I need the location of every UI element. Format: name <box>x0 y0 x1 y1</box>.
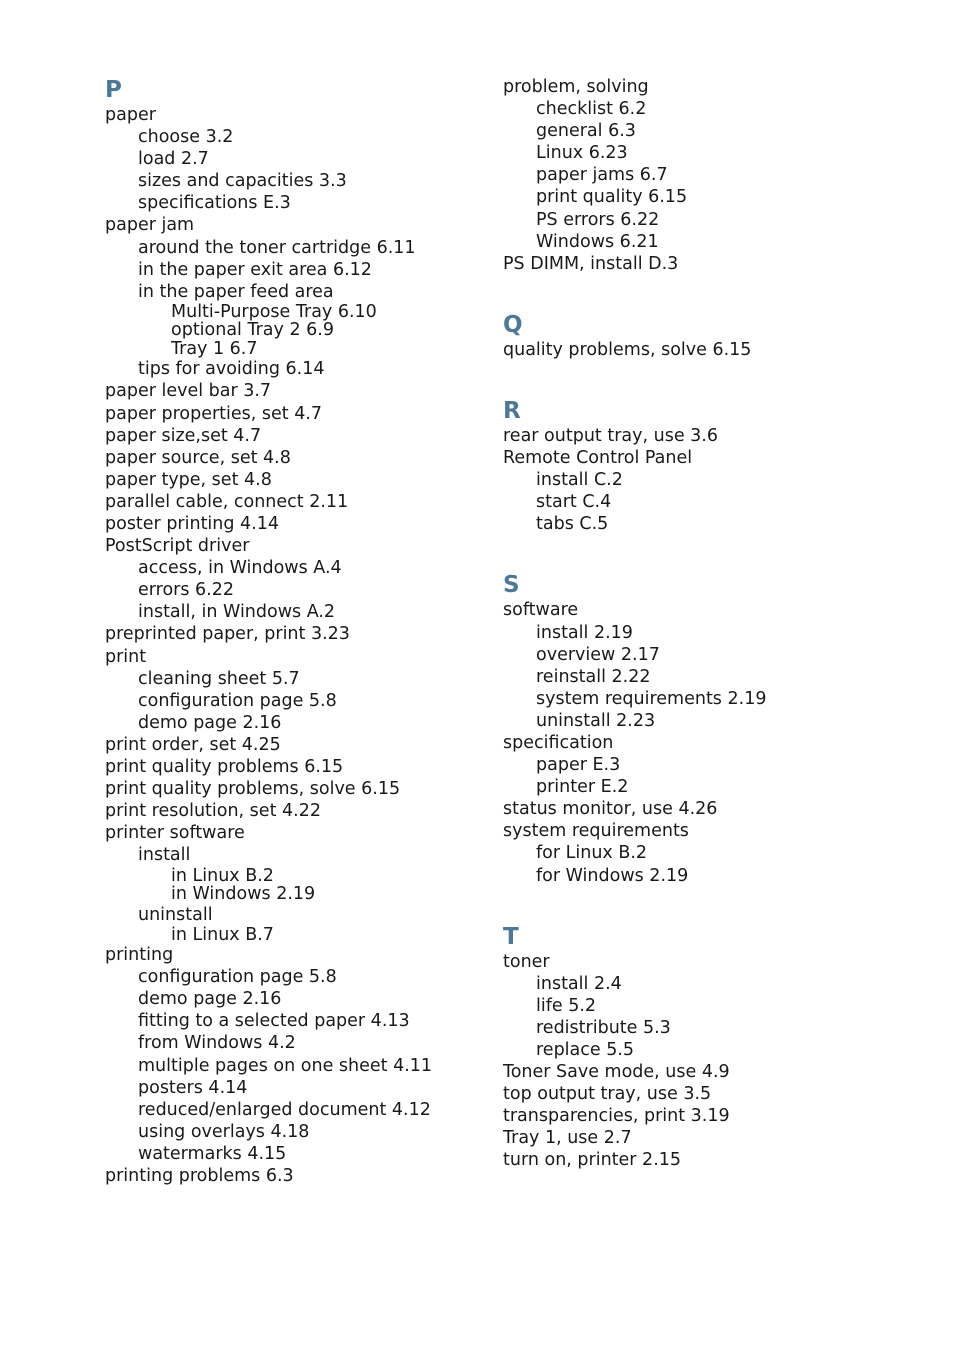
index-subentry: demo page 2.16 <box>138 712 282 733</box>
index-subentry: paper E.3 <box>536 755 621 776</box>
index-entry: transparencies, print 3.19 <box>503 1106 730 1127</box>
index-entry: paper source, set 4.8 <box>105 447 291 468</box>
index-subentry: configuration page 5.8 <box>138 967 337 988</box>
index-subsubentry: optional Tray 2 6.9 <box>171 320 334 341</box>
index-subsubentry: in Linux B.2 <box>171 865 274 886</box>
index-subentry: errors 6.22 <box>138 580 235 601</box>
index-entry: Remote Control Panel <box>503 448 693 469</box>
index-subentry: system requirements 2.19 <box>536 688 767 709</box>
index-entry: print quality problems, solve 6.15 <box>105 779 401 800</box>
section-letter-heading: R <box>503 397 521 424</box>
index-entry: paper properties, set 4.7 <box>105 403 323 424</box>
index-subentry: uninstall <box>138 904 213 925</box>
index-subentry: specifications E.3 <box>138 193 291 214</box>
index-entry: quality problems, solve 6.15 <box>503 339 752 360</box>
index-subentry: configuration page 5.8 <box>138 690 337 711</box>
index-subentry: start C.4 <box>536 492 612 513</box>
index-subentry: paper jams 6.7 <box>536 165 668 186</box>
index-entry: specification <box>503 732 614 753</box>
index-subentry: checklist 6.2 <box>536 99 647 120</box>
index-subentry: install 2.4 <box>536 973 622 994</box>
index-subentry: install <box>138 845 191 866</box>
index-column-right <box>503 76 923 1208</box>
index-section-r <box>503 397 923 535</box>
index-entry: preprinted paper, print 3.23 <box>105 624 350 645</box>
index-subentry: fitting to a selected paper 4.13 <box>138 1011 410 1032</box>
index-subentry: install, in Windows A.2 <box>138 602 336 623</box>
index-entry: poster printing 4.14 <box>105 514 280 534</box>
index-subentry: in the paper feed area <box>138 281 334 302</box>
index-entry: software <box>503 600 579 621</box>
section-letter-heading: P <box>105 77 122 103</box>
index-subsubentry: in Windows 2.19 <box>171 884 316 904</box>
index-subentry: uninstall 2.23 <box>536 710 656 731</box>
index-entry: parallel cable, connect 2.11 <box>105 491 349 512</box>
index-section-continued <box>503 76 923 275</box>
index-subentry: install C.2 <box>536 470 623 491</box>
index-entry: top output tray, use 3.5 <box>503 1084 712 1105</box>
index-column-left <box>105 76 485 1223</box>
index-subentry: access, in Windows A.4 <box>138 558 342 579</box>
index-subentry: life 5.2 <box>536 995 597 1016</box>
index-entry: printing <box>105 945 174 966</box>
index-subentry: install 2.19 <box>536 622 633 643</box>
index-entry: print order, set 4.25 <box>105 734 281 755</box>
index-subentry: replace 5.5 <box>536 1040 635 1060</box>
index-entry: Toner Save mode, use 4.9 <box>503 1062 730 1083</box>
index-subentry: watermarks 4.15 <box>138 1143 287 1164</box>
index-entry: rear output tray, use 3.6 <box>503 425 718 446</box>
index-subsubentry: in Linux B.7 <box>171 924 274 945</box>
index-section-p <box>105 76 485 1187</box>
index-entry: print resolution, set 4.22 <box>105 801 321 822</box>
index-entry: printing problems 6.3 <box>105 1166 294 1187</box>
index-subentry: posters 4.14 <box>138 1077 248 1098</box>
index-entry: printer software <box>105 823 245 844</box>
index-entry: paper level bar 3.7 <box>105 381 272 402</box>
index-subentry: print quality 6.15 <box>536 187 688 208</box>
index-entry: paper <box>105 105 156 125</box>
index-entry: PostScript driver <box>105 536 250 557</box>
index-entry: paper size,set 4.7 <box>105 425 262 446</box>
index-subentry: tabs C.5 <box>536 514 609 535</box>
section-letter-heading: Q <box>503 311 523 338</box>
index-subsubentry: Multi-Purpose Tray 6.10 <box>171 301 377 322</box>
index-subentry: for Windows 2.19 <box>536 865 689 886</box>
index-subentry: reinstall 2.22 <box>536 666 651 687</box>
index-subentry: tips for avoiding 6.14 <box>138 359 325 380</box>
index-subsubentry: Tray 1 6.7 <box>171 338 258 359</box>
index-subentry: reduced/enlarged document 4.12 <box>138 1099 431 1120</box>
index-section-t <box>503 923 923 1172</box>
index-subentry: Linux 6.23 <box>536 143 628 164</box>
index-subentry: redistribute 5.3 <box>536 1017 671 1038</box>
index-section-s <box>503 571 923 886</box>
index-subentry: multiple pages on one sheet 4.11 <box>138 1055 433 1076</box>
index-entry: status monitor, use 4.26 <box>503 799 718 820</box>
index-entry: print quality problems 6.15 <box>105 757 344 778</box>
index-entry: print <box>105 646 147 667</box>
index-subentry: load 2.7 <box>138 149 209 170</box>
section-letter-heading: T <box>503 923 519 950</box>
index-entry: Tray 1, use 2.7 <box>503 1128 632 1149</box>
index-subentry: overview 2.17 <box>536 644 660 665</box>
index-subentry: for Linux B.2 <box>536 843 648 864</box>
index-entry: system requirements <box>503 821 689 842</box>
index-subentry: cleaning sheet 5.7 <box>138 668 300 689</box>
index-entry: paper jam <box>105 215 195 236</box>
index-entry: problem, solving <box>503 77 649 97</box>
index-entry: PS DIMM, install D.3 <box>503 253 679 274</box>
index-subentry: printer E.2 <box>536 777 629 798</box>
index-subentry: Windows 6.21 <box>536 231 659 252</box>
index-subentry: in the paper exit area 6.12 <box>138 259 372 280</box>
index-entry: turn on, printer 2.15 <box>503 1150 682 1171</box>
index-subentry: PS errors 6.22 <box>536 209 660 230</box>
index-entry: paper type, set 4.8 <box>105 469 272 490</box>
index-section-q <box>503 311 923 361</box>
index-subentry: choose 3.2 <box>138 127 234 148</box>
index-entry: toner <box>503 951 550 972</box>
index-subentry: sizes and capacities 3.3 <box>138 171 347 192</box>
index-subentry: using overlays 4.18 <box>138 1121 310 1142</box>
index-subentry: from Windows 4.2 <box>138 1033 296 1054</box>
section-letter-heading: S <box>503 572 520 599</box>
index-subentry: around the toner cartridge 6.11 <box>138 237 416 258</box>
index-subentry: demo page 2.16 <box>138 989 282 1010</box>
index-subentry: general 6.3 <box>536 121 636 142</box>
